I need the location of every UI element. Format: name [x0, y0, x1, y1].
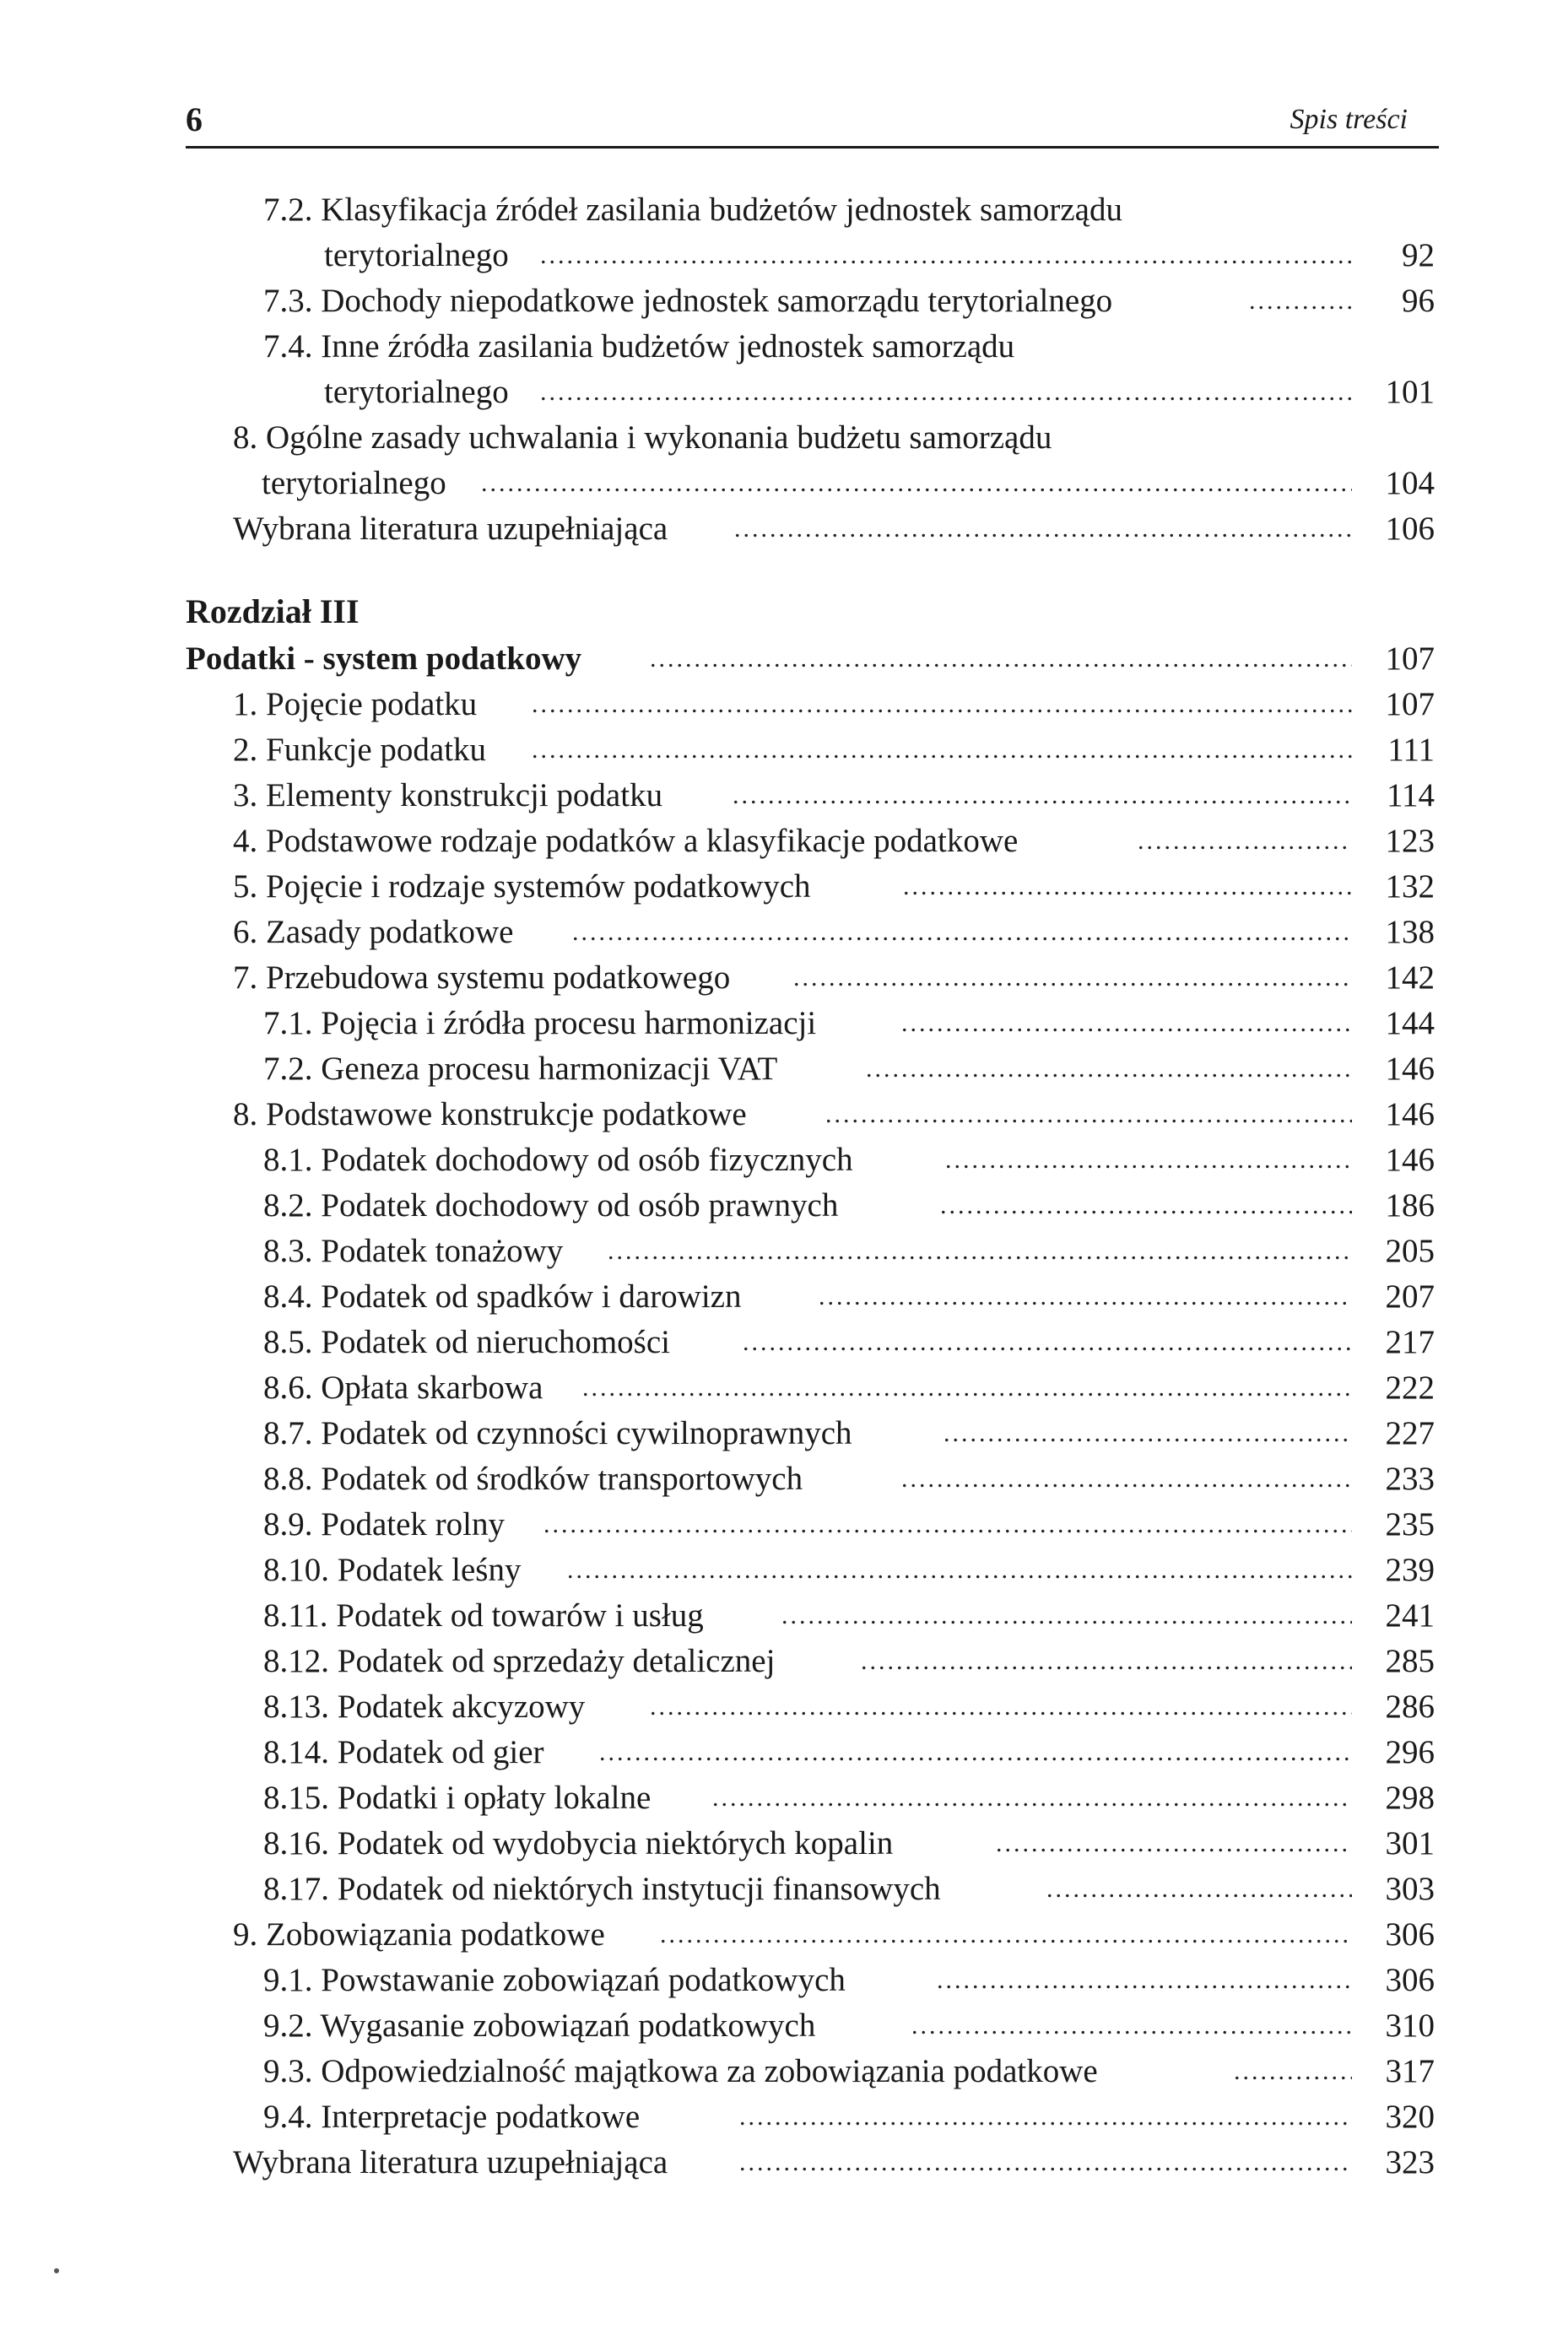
leader-dots: [901, 1001, 1352, 1046]
leader-dots: [650, 1684, 1352, 1729]
toc-page-number: 111: [1387, 732, 1435, 768]
leader-dots: [572, 910, 1352, 954]
toc-page-number: 241: [1385, 1597, 1435, 1634]
toc-entry-text: terytorialnego: [262, 465, 446, 501]
leader-dots: [543, 1502, 1352, 1547]
leader-dots: [540, 370, 1352, 414]
toc-entry-text: 8.3. Podatek tonażowy: [263, 1233, 564, 1269]
toc-entry-text: 8. Ogólne zasady uchwalania i wykonania budżetu samorządu: [233, 419, 1052, 456]
toc-page-number: 286: [1385, 1689, 1435, 1725]
chapter-title: Podatki - system podatkowy: [186, 640, 582, 677]
toc-page-number: 104: [1385, 465, 1435, 501]
page-number: 6: [186, 100, 203, 138]
toc-page-number: 186: [1385, 1187, 1435, 1224]
toc-page-number: 205: [1385, 1233, 1435, 1269]
toc-page-number: 298: [1385, 1780, 1435, 1816]
leader-dots: [608, 1229, 1352, 1273]
toc-page-number: 144: [1385, 1005, 1435, 1041]
toc-page-number: 138: [1385, 914, 1435, 950]
toc-entry[interactable]: [0, 187, 1568, 232]
toc-entry[interactable]: [0, 1730, 1568, 1775]
toc-entry[interactable]: [0, 1548, 1568, 1592]
toc-entry-text: 8.11. Podatek od towarów i usług: [263, 1597, 704, 1634]
toc-entry[interactable]: [0, 773, 1568, 818]
leader-dots: [1138, 819, 1352, 863]
toc-entry[interactable]: [0, 910, 1568, 954]
toc-entry-text: 9.3. Odpowiedzialność majątkowa za zobowiązania podatkowe: [263, 2053, 1098, 2089]
toc-entry-text: 9.1. Powstawanie zobowiązań podatkowych: [263, 1962, 846, 1998]
leader-dots: [937, 1958, 1352, 2002]
toc-entry[interactable]: [0, 1183, 1568, 1228]
toc-page-number: 107: [1385, 640, 1435, 677]
toc-entry-text: 9.4. Interpretacje podatkowe: [263, 2099, 641, 2135]
toc-page-number: 235: [1385, 1506, 1435, 1543]
toc-entry-text: 8.6. Opłata skarbowa: [263, 1370, 543, 1406]
leader-dots: [903, 864, 1352, 909]
toc-entry-text: 8.5. Podatek od nieruchomości: [263, 1324, 670, 1360]
toc-entry[interactable]: [0, 1502, 1568, 1547]
toc-entry-text: 8.13. Podatek akcyzowy: [263, 1689, 586, 1725]
toc-entry[interactable]: [0, 1274, 1568, 1319]
toc-entry-text: 8.14. Podatek od gier: [263, 1734, 544, 1770]
leader-dots: [944, 1411, 1352, 1456]
toc-entry[interactable]: [0, 727, 1568, 772]
toc-page-number: 306: [1385, 1916, 1435, 1953]
toc-page-number: 301: [1385, 1825, 1435, 1862]
toc-entry[interactable]: [0, 324, 1568, 369]
toc-page-number: 96: [1402, 283, 1435, 319]
toc-entry-text: 4. Podstawowe rodzaje podatków a klasyfikacje podatkowe: [233, 823, 1019, 859]
toc-entry[interactable]: [0, 1456, 1568, 1501]
toc-page-number: 233: [1385, 1461, 1435, 1497]
leader-dots: [996, 1821, 1352, 1866]
leader-dots: [540, 233, 1352, 278]
toc-entry-text: 2. Funkcje podatku: [233, 732, 487, 768]
toc-entry-text: 9. Zobowiązania podatkowe: [233, 1916, 605, 1953]
leader-dots: [861, 1639, 1352, 1683]
toc-entry-text: 8.8. Podatek od środków transportowych: [263, 1461, 803, 1497]
toc-entry[interactable]: [0, 1821, 1568, 1866]
toc-entry[interactable]: [0, 278, 1568, 323]
leader-dots: [819, 1274, 1352, 1319]
toc-entry-text: 8.1. Podatek dochodowy od osób fizycznych: [263, 1142, 853, 1178]
toc-page-number: 146: [1385, 1096, 1435, 1132]
toc-entry-text: 1. Pojęcie podatku: [233, 686, 478, 722]
toc-entry-text: 8.10. Podatek leśny: [263, 1552, 522, 1588]
toc-entry-text: terytorialnego: [324, 237, 509, 273]
chapter-title-entry[interactable]: [0, 636, 1568, 681]
leader-dots: [945, 1137, 1352, 1182]
toc-entry-text: 7. Przebudowa systemu podatkowego: [233, 959, 731, 996]
leader-dots: [739, 2094, 1352, 2139]
leader-dots: [733, 773, 1352, 818]
toc-entry-text: 8.17. Podatek od niektórych instytucji finansowych: [263, 1871, 941, 1907]
toc-page-number: 146: [1385, 1051, 1435, 1087]
toc-page-number: 227: [1385, 1415, 1435, 1451]
leader-dots: [1249, 278, 1352, 323]
toc-page-number: 107: [1385, 686, 1435, 722]
toc-entry-text: 8.15. Podatki i opłaty lokalne: [263, 1780, 652, 1816]
toc-entry-text: 7.2. Klasyfikacja źródeł zasilania budżetów jednostek samorządu: [263, 192, 1122, 228]
leader-dots: [660, 1912, 1352, 1957]
toc-page-number: 239: [1385, 1552, 1435, 1588]
toc-entry-text: 6. Zasady podatkowe: [233, 914, 514, 950]
toc-page-number: 217: [1385, 1324, 1435, 1360]
leader-dots: [481, 461, 1352, 505]
toc-page-number: 303: [1385, 1871, 1435, 1907]
toc-entry[interactable]: [0, 415, 1568, 460]
leader-dots: [866, 1046, 1352, 1091]
toc-entry[interactable]: [0, 682, 1568, 727]
leader-dots: [901, 1456, 1352, 1501]
toc-page-number: 296: [1385, 1734, 1435, 1770]
leader-dots: [599, 1730, 1352, 1775]
toc-entry-text: 8. Podstawowe konstrukcje podatkowe: [233, 1096, 747, 1132]
toc-entry-text: 7.2. Geneza procesu harmonizacji VAT: [263, 1051, 778, 1087]
toc-page-number: 222: [1385, 1370, 1435, 1406]
toc-entry-text: 8.2. Podatek dochodowy od osób prawnych: [263, 1187, 839, 1224]
leader-dots: [911, 2003, 1352, 2048]
toc-page-number: 142: [1385, 959, 1435, 996]
toc-entry-text: 7.3. Dochody niepodatkowe jednostek samorządu terytorialnego: [263, 283, 1113, 319]
toc-page-number: 317: [1385, 2053, 1435, 2089]
toc-entry[interactable]: [0, 1639, 1568, 1683]
toc-entry[interactable]: [0, 1001, 1568, 1046]
toc-entry-text: 8.9. Podatek rolny: [263, 1506, 505, 1543]
toc-page-number: 310: [1385, 2007, 1435, 2044]
toc-entry[interactable]: [0, 2094, 1568, 2139]
toc-page-number: 207: [1385, 1278, 1435, 1315]
toc-entry[interactable]: [0, 1958, 1568, 2002]
toc-page-number: 123: [1385, 823, 1435, 859]
toc-entry[interactable]: [0, 1912, 1568, 1957]
toc-page-number: 323: [1385, 2144, 1435, 2180]
toc-entry[interactable]: [0, 233, 1568, 278]
leader-dots: [825, 1092, 1352, 1137]
toc-page-number: 101: [1385, 374, 1435, 410]
leader-dots: [532, 727, 1352, 772]
toc-page-number: 114: [1386, 777, 1435, 813]
toc-entry[interactable]: [0, 1593, 1568, 1638]
toc-entry-text: 7.1. Pojęcia i źródła procesu harmonizacji: [263, 1005, 817, 1041]
toc-entry[interactable]: [0, 955, 1568, 1000]
toc-entry[interactable]: [0, 1046, 1568, 1091]
leader-dots: [567, 1548, 1352, 1592]
toc-entry[interactable]: [0, 370, 1568, 414]
toc-entry[interactable]: [0, 2003, 1568, 2048]
toc-entry-text: Wybrana literatura uzupełniająca: [233, 511, 668, 547]
toc-entry[interactable]: [0, 506, 1568, 551]
toc-entry[interactable]: [0, 1092, 1568, 1137]
toc-entry-text: 9.2. Wygasanie zobowiązań podatkowych: [263, 2007, 816, 2044]
toc-entry[interactable]: [0, 1775, 1568, 1820]
chapter-label: Rozdział III: [186, 592, 360, 630]
toc-entry[interactable]: [0, 461, 1568, 505]
leader-dots: [582, 1365, 1352, 1410]
toc-page-number: 132: [1385, 868, 1435, 905]
toc-page-number: 320: [1385, 2099, 1435, 2135]
toc-entry[interactable]: [0, 1320, 1568, 1364]
leader-dots: [781, 1593, 1352, 1638]
toc-entry[interactable]: [0, 2049, 1568, 2094]
toc-entry[interactable]: [0, 1229, 1568, 1273]
leader-dots: [1234, 2049, 1352, 2094]
toc-entry[interactable]: [0, 819, 1568, 863]
toc-entry-text: 3. Elementy konstrukcji podatku: [233, 777, 663, 813]
toc-page-number: 92: [1402, 237, 1435, 273]
leader-dots: [532, 682, 1352, 727]
toc-entry-text: 8.12. Podatek od sprzedaży detalicznej: [263, 1643, 776, 1679]
toc-entry[interactable]: [0, 1411, 1568, 1456]
leader-dots: [743, 1320, 1352, 1364]
leader-dots: [739, 2140, 1352, 2185]
toc-entry-text: 5. Pojęcie i rodzaje systemów podatkowych: [233, 868, 811, 905]
toc-entry[interactable]: [0, 864, 1568, 909]
toc-entry[interactable]: [0, 2140, 1568, 2185]
leader-dots: [650, 636, 1352, 681]
toc-page-number: 146: [1385, 1142, 1435, 1178]
leader-dots: [734, 506, 1352, 551]
toc-entry-text: Wybrana literatura uzupełniająca: [233, 2144, 668, 2180]
scan-speck: [54, 2268, 59, 2273]
leader-dots: [793, 955, 1352, 1000]
toc-page-number: 306: [1385, 1962, 1435, 1998]
toc-entry-text: 8.7. Podatek od czynności cywilnoprawnych: [263, 1415, 852, 1451]
toc-entry-text: 7.4. Inne źródła zasilania budżetów jednostek samorządu: [263, 328, 1015, 365]
toc-page-number: 285: [1385, 1643, 1435, 1679]
running-header: Spis treści: [1290, 104, 1408, 135]
toc-entry-text: terytorialnego: [324, 374, 509, 410]
leader-dots: [1046, 1867, 1352, 1911]
leader-dots: [712, 1775, 1352, 1820]
toc-entry[interactable]: [0, 1684, 1568, 1729]
toc-entry[interactable]: [0, 1137, 1568, 1182]
toc-entry[interactable]: [0, 1365, 1568, 1410]
toc-entry[interactable]: [0, 1867, 1568, 1911]
toc-entry-text: 8.16. Podatek od wydobycia niektórych kopalin: [263, 1825, 894, 1862]
leader-dots: [940, 1183, 1352, 1228]
toc-page-number: 106: [1385, 511, 1435, 547]
toc-entry-text: 8.4. Podatek od spadków i darowizn: [263, 1278, 742, 1315]
